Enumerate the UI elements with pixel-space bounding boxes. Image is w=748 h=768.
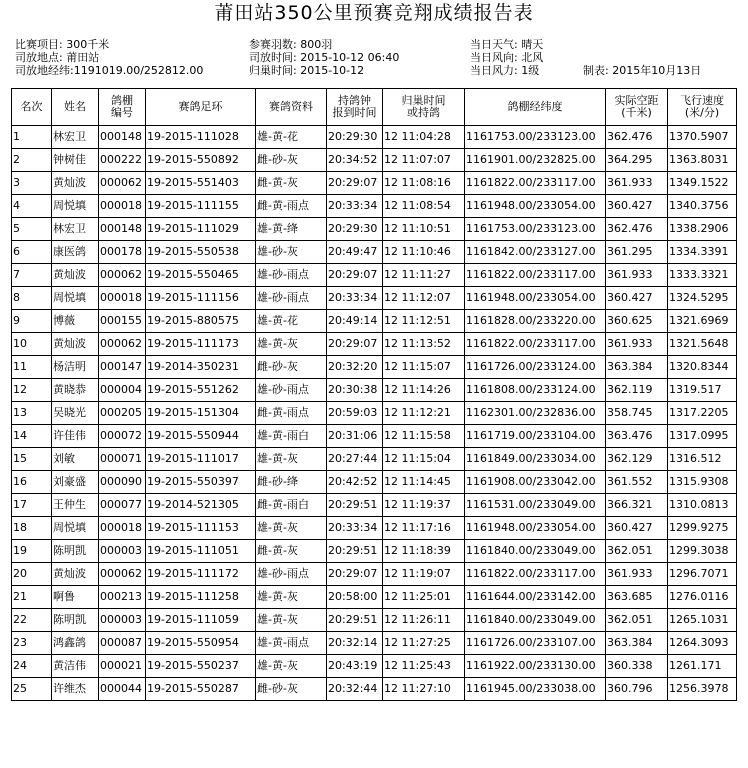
- ring-cell: 19-2014-350231: [146, 356, 256, 379]
- table-row: [12, 448, 737, 471]
- rank-cell: 18: [12, 517, 52, 540]
- pigeon-info-cell: 雄-黄-绛: [256, 218, 327, 241]
- pigeon-info-cell: 雌-黄-灰: [256, 540, 327, 563]
- arrival-time-cell: 12 11:27:10: [383, 678, 465, 701]
- arrival-time-cell: 12 11:15:04: [383, 448, 465, 471]
- loft-coord-cell: 1161644.00/233142.00: [465, 586, 606, 609]
- arrival-time-cell: 12 11:18:39: [383, 540, 465, 563]
- loft-coord-cell: 1161753.00/233123.00: [465, 218, 606, 241]
- distance-cell: 362.119: [606, 379, 668, 402]
- name-cell: 黄灿波: [52, 172, 99, 195]
- distance-cell: 361.933: [606, 172, 668, 195]
- name-cell: 杨洁明: [52, 356, 99, 379]
- distance-cell: 361.933: [606, 563, 668, 586]
- info-count: 参赛羽数: 800羽: [249, 38, 333, 51]
- info-return-time: 归巢时间: 2015-10-12: [249, 64, 365, 77]
- loft-coord-cell: 1161828.00/233220.00: [465, 310, 606, 333]
- rank-cell: 13: [12, 402, 52, 425]
- distance-cell: 361.933: [606, 333, 668, 356]
- ring-cell: 19-2015-111029: [146, 218, 256, 241]
- distance-cell: 364.295: [606, 149, 668, 172]
- info-release-place: 司放地点: 莆田站: [15, 51, 100, 64]
- header-loft-id: 鸽棚 编号: [99, 89, 146, 126]
- clock-time-cell: 20:32:44: [327, 678, 383, 701]
- arrival-time-cell: 12 11:13:52: [383, 333, 465, 356]
- distance-cell: 360.796: [606, 678, 668, 701]
- loft-coord-cell: 1161840.00/233049.00: [465, 609, 606, 632]
- rank-cell: 9: [12, 310, 52, 333]
- ring-cell: 19-2015-111051: [146, 540, 256, 563]
- speed-cell: 1349.1522: [668, 172, 737, 195]
- arrival-time-cell: 12 11:17:16: [383, 517, 465, 540]
- table-row: [12, 471, 737, 494]
- pigeon-info-cell: 雌-砂-灰: [256, 356, 327, 379]
- loft-id-cell: 000071: [99, 448, 146, 471]
- rank-cell: 23: [12, 632, 52, 655]
- speed-cell: 1370.5907: [668, 126, 737, 149]
- loft-id-cell: 000155: [99, 310, 146, 333]
- loft-id-cell: 000062: [99, 563, 146, 586]
- table-row: [12, 402, 737, 425]
- clock-time-cell: 20:30:38: [327, 379, 383, 402]
- distance-cell: 360.427: [606, 195, 668, 218]
- loft-id-cell: 000018: [99, 287, 146, 310]
- pigeon-info-cell: 雄-黄-灰: [256, 517, 327, 540]
- loft-id-cell: 000148: [99, 218, 146, 241]
- table-header-row: [12, 89, 737, 126]
- rank-cell: 12: [12, 379, 52, 402]
- ring-cell: 19-2015-111028: [146, 126, 256, 149]
- ring-cell: 19-2015-550538: [146, 241, 256, 264]
- loft-coord-cell: 1161808.00/233124.00: [465, 379, 606, 402]
- table-row: [12, 149, 737, 172]
- pigeon-info-cell: 雄-砂-雨点: [256, 264, 327, 287]
- speed-cell: 1315.9308: [668, 471, 737, 494]
- loft-coord-cell: 1161945.00/233038.00: [465, 678, 606, 701]
- info-weather: 当日天气: 晴天: [470, 38, 544, 51]
- table-row: [12, 425, 737, 448]
- ring-cell: 19-2015-550892: [146, 149, 256, 172]
- speed-cell: 1299.9275: [668, 517, 737, 540]
- arrival-time-cell: 12 11:12:51: [383, 310, 465, 333]
- loft-coord-cell: 1161726.00/233124.00: [465, 356, 606, 379]
- name-cell: 博薇: [52, 310, 99, 333]
- loft-id-cell: 000072: [99, 425, 146, 448]
- speed-cell: 1321.5648: [668, 333, 737, 356]
- table-row: [12, 333, 737, 356]
- ring-cell: 19-2015-550954: [146, 632, 256, 655]
- name-cell: 林宏卫: [52, 218, 99, 241]
- speed-cell: 1265.1031: [668, 609, 737, 632]
- speed-cell: 1317.2205: [668, 402, 737, 425]
- arrival-time-cell: 12 11:10:51: [383, 218, 465, 241]
- loft-coord-cell: 1161849.00/233034.00: [465, 448, 606, 471]
- table-row: [12, 540, 737, 563]
- speed-cell: 1319.517: [668, 379, 737, 402]
- loft-coord-cell: 1161901.00/232825.00: [465, 149, 606, 172]
- pigeon-info-cell: 雌-黄-雨白: [256, 494, 327, 517]
- table-row: [12, 517, 737, 540]
- speed-cell: 1340.3756: [668, 195, 737, 218]
- pigeon-info-cell: 雄-砂-雨点: [256, 287, 327, 310]
- pigeon-info-cell: 雄-黄-灰: [256, 609, 327, 632]
- loft-coord-cell: 1161948.00/233054.00: [465, 195, 606, 218]
- pigeon-info-cell: 雌-砂-灰: [256, 149, 327, 172]
- name-cell: 康医鸽: [52, 241, 99, 264]
- arrival-time-cell: 12 11:08:54: [383, 195, 465, 218]
- loft-id-cell: 000062: [99, 172, 146, 195]
- name-cell: 许维杰: [52, 678, 99, 701]
- speed-cell: 1276.0116: [668, 586, 737, 609]
- speed-cell: 1264.3093: [668, 632, 737, 655]
- name-cell: 黄灿波: [52, 563, 99, 586]
- arrival-time-cell: 12 11:14:26: [383, 379, 465, 402]
- loft-coord-cell: 1161908.00/233042.00: [465, 471, 606, 494]
- rank-cell: 17: [12, 494, 52, 517]
- arrival-time-cell: 12 11:15:07: [383, 356, 465, 379]
- distance-cell: 362.051: [606, 540, 668, 563]
- arrival-time-cell: 12 11:07:07: [383, 149, 465, 172]
- speed-cell: 1261.171: [668, 655, 737, 678]
- pigeon-info-cell: 雄-砂-灰: [256, 241, 327, 264]
- clock-time-cell: 20:59:03: [327, 402, 383, 425]
- loft-coord-cell: 1161822.00/233117.00: [465, 563, 606, 586]
- header-ring: 赛鸽足环: [146, 89, 256, 126]
- rank-cell: 11: [12, 356, 52, 379]
- speed-cell: 1334.3391: [668, 241, 737, 264]
- loft-id-cell: 000003: [99, 540, 146, 563]
- pigeon-info-cell: 雄-黄-花: [256, 126, 327, 149]
- distance-cell: 366.321: [606, 494, 668, 517]
- info-release-time: 司放时间: 2015-10-12 06:40: [249, 51, 400, 64]
- speed-cell: 1324.5295: [668, 287, 737, 310]
- clock-time-cell: 20:27:44: [327, 448, 383, 471]
- info-wind-direction: 当日风向: 北风: [470, 51, 544, 64]
- pigeon-info-cell: 雌-砂-绛: [256, 471, 327, 494]
- ring-cell: 19-2015-111258: [146, 586, 256, 609]
- ring-cell: 19-2015-550237: [146, 655, 256, 678]
- header-pigeon-info: 赛鸽资料: [256, 89, 327, 126]
- name-cell: 黄晓恭: [52, 379, 99, 402]
- distance-cell: 360.427: [606, 287, 668, 310]
- clock-time-cell: 20:29:07: [327, 264, 383, 287]
- loft-id-cell: 000222: [99, 149, 146, 172]
- loft-id-cell: 000090: [99, 471, 146, 494]
- rank-cell: 2: [12, 149, 52, 172]
- header-rank: 名次: [12, 89, 52, 126]
- distance-cell: 360.625: [606, 310, 668, 333]
- report-title: 莆田站350公里预赛竞翔成绩报告表: [214, 2, 534, 24]
- loft-id-cell: 000147: [99, 356, 146, 379]
- pigeon-info-cell: 雄-黄-灰: [256, 655, 327, 678]
- arrival-time-cell: 12 11:11:27: [383, 264, 465, 287]
- rank-cell: 24: [12, 655, 52, 678]
- rank-cell: 19: [12, 540, 52, 563]
- loft-coord-cell: 1161922.00/233130.00: [465, 655, 606, 678]
- name-cell: 周悦填: [52, 287, 99, 310]
- name-cell: 周悦填: [52, 517, 99, 540]
- loft-id-cell: 000148: [99, 126, 146, 149]
- loft-id-cell: 000087: [99, 632, 146, 655]
- clock-time-cell: 20:33:34: [327, 195, 383, 218]
- name-cell: 黄洁伟: [52, 655, 99, 678]
- loft-id-cell: 000178: [99, 241, 146, 264]
- table-row: [12, 632, 737, 655]
- info-release-coord: 司放地经纬:1191019.00/252812.00: [15, 64, 204, 77]
- pigeon-info-cell: 雄-黄-灰: [256, 333, 327, 356]
- pigeon-info-cell: 雄-黄-雨点: [256, 632, 327, 655]
- header-distance: 实际空距 (千米): [606, 89, 668, 126]
- distance-cell: 358.745: [606, 402, 668, 425]
- rank-cell: 20: [12, 563, 52, 586]
- ring-cell: 19-2015-880575: [146, 310, 256, 333]
- distance-cell: 363.476: [606, 425, 668, 448]
- ring-cell: 19-2015-550397: [146, 471, 256, 494]
- distance-cell: 361.933: [606, 264, 668, 287]
- pigeon-info-cell: 雌-黄-雨点: [256, 402, 327, 425]
- distance-cell: 362.129: [606, 448, 668, 471]
- ring-cell: 19-2014-521305: [146, 494, 256, 517]
- header-clock-time: 持鸽钟 报到时间: [327, 89, 383, 126]
- header-speed: 飞行速度 (米/分): [668, 89, 737, 126]
- pigeon-info-cell: 雌-黄-雨点: [256, 195, 327, 218]
- name-cell: 啊鲁: [52, 586, 99, 609]
- clock-time-cell: 20:49:14: [327, 310, 383, 333]
- header-loft-coord: 鸽棚经纬度: [465, 89, 606, 126]
- rank-cell: 8: [12, 287, 52, 310]
- rank-cell: 1: [12, 126, 52, 149]
- rank-cell: 21: [12, 586, 52, 609]
- distance-cell: 360.427: [606, 517, 668, 540]
- arrival-time-cell: 12 11:08:16: [383, 172, 465, 195]
- loft-id-cell: 000021: [99, 655, 146, 678]
- loft-id-cell: 000213: [99, 586, 146, 609]
- loft-id-cell: 000004: [99, 379, 146, 402]
- clock-time-cell: 20:58:00: [327, 586, 383, 609]
- speed-cell: 1338.2906: [668, 218, 737, 241]
- loft-id-cell: 000018: [99, 517, 146, 540]
- name-cell: 林宏卫: [52, 126, 99, 149]
- pigeon-info-cell: 雌-砂-灰: [256, 678, 327, 701]
- rank-cell: 4: [12, 195, 52, 218]
- speed-cell: 1296.7071: [668, 563, 737, 586]
- pigeon-info-cell: 雄-黄-灰: [256, 448, 327, 471]
- name-cell: 王仲生: [52, 494, 99, 517]
- ring-cell: 19-2015-111156: [146, 287, 256, 310]
- distance-cell: 362.051: [606, 609, 668, 632]
- name-cell: 陈明凯: [52, 609, 99, 632]
- clock-time-cell: 20:32:14: [327, 632, 383, 655]
- ring-cell: 19-2015-550465: [146, 264, 256, 287]
- arrival-time-cell: 12 11:26:11: [383, 609, 465, 632]
- table-row: [12, 172, 737, 195]
- arrival-time-cell: 12 11:15:58: [383, 425, 465, 448]
- distance-cell: 363.384: [606, 632, 668, 655]
- speed-cell: 1321.6969: [668, 310, 737, 333]
- info-distance: 比赛项目: 300千米: [15, 38, 110, 51]
- loft-coord-cell: 1162301.00/232836.00: [465, 402, 606, 425]
- name-cell: 黄灿波: [52, 264, 99, 287]
- clock-time-cell: 20:49:47: [327, 241, 383, 264]
- table-row: [12, 356, 737, 379]
- rank-cell: 6: [12, 241, 52, 264]
- table-row: [12, 379, 737, 402]
- clock-time-cell: 20:29:30: [327, 218, 383, 241]
- ring-cell: 19-2015-111017: [146, 448, 256, 471]
- table-row: [12, 678, 737, 701]
- table-row: [12, 264, 737, 287]
- distance-cell: 363.384: [606, 356, 668, 379]
- distance-cell: 361.552: [606, 471, 668, 494]
- arrival-time-cell: 12 11:04:28: [383, 126, 465, 149]
- ring-cell: 19-2015-151304: [146, 402, 256, 425]
- info-made-date: 制表: 2015年10月13日: [583, 64, 702, 77]
- distance-cell: 360.338: [606, 655, 668, 678]
- table-row: [12, 310, 737, 333]
- loft-coord-cell: 1161840.00/233049.00: [465, 540, 606, 563]
- rank-cell: 15: [12, 448, 52, 471]
- loft-id-cell: 000205: [99, 402, 146, 425]
- loft-id-cell: 000018: [99, 195, 146, 218]
- clock-time-cell: 20:29:51: [327, 540, 383, 563]
- pigeon-info-cell: 雄-砂-雨点: [256, 379, 327, 402]
- table-row: [12, 563, 737, 586]
- loft-coord-cell: 1161719.00/233104.00: [465, 425, 606, 448]
- pigeon-info-cell: 雄-黄-花: [256, 310, 327, 333]
- clock-time-cell: 20:43:19: [327, 655, 383, 678]
- table-row: [12, 126, 737, 149]
- ring-cell: 19-2015-111172: [146, 563, 256, 586]
- ring-cell: 19-2015-111173: [146, 333, 256, 356]
- arrival-time-cell: 12 11:19:07: [383, 563, 465, 586]
- clock-time-cell: 20:32:20: [327, 356, 383, 379]
- clock-time-cell: 20:33:34: [327, 287, 383, 310]
- table-row: [12, 195, 737, 218]
- clock-time-cell: 20:29:07: [327, 563, 383, 586]
- arrival-time-cell: 12 11:10:46: [383, 241, 465, 264]
- loft-coord-cell: 1161726.00/233107.00: [465, 632, 606, 655]
- loft-coord-cell: 1161822.00/233117.00: [465, 172, 606, 195]
- ring-cell: 19-2015-111155: [146, 195, 256, 218]
- header-arrival-time: 归巢时间 或持鸽: [383, 89, 465, 126]
- clock-time-cell: 20:29:51: [327, 609, 383, 632]
- speed-cell: 1320.8344: [668, 356, 737, 379]
- name-cell: 刘敏: [52, 448, 99, 471]
- rank-cell: 22: [12, 609, 52, 632]
- speed-cell: 1316.512: [668, 448, 737, 471]
- table-row: [12, 287, 737, 310]
- loft-coord-cell: 1161822.00/233117.00: [465, 264, 606, 287]
- rank-cell: 10: [12, 333, 52, 356]
- table-row: [12, 655, 737, 678]
- loft-id-cell: 000003: [99, 609, 146, 632]
- rank-cell: 25: [12, 678, 52, 701]
- speed-cell: 1299.3038: [668, 540, 737, 563]
- speed-cell: 1317.0995: [668, 425, 737, 448]
- loft-id-cell: 000044: [99, 678, 146, 701]
- ring-cell: 19-2015-111059: [146, 609, 256, 632]
- pigeon-info-cell: 雄-黄-雨白: [256, 425, 327, 448]
- rank-cell: 16: [12, 471, 52, 494]
- name-cell: 刘豪盛: [52, 471, 99, 494]
- table-row: [12, 218, 737, 241]
- loft-coord-cell: 1161531.00/233049.00: [465, 494, 606, 517]
- loft-coord-cell: 1161753.00/233123.00: [465, 126, 606, 149]
- ring-cell: 19-2015-551403: [146, 172, 256, 195]
- arrival-time-cell: 12 11:19:37: [383, 494, 465, 517]
- rank-cell: 14: [12, 425, 52, 448]
- table-row: [12, 494, 737, 517]
- loft-id-cell: 000062: [99, 264, 146, 287]
- rank-cell: 5: [12, 218, 52, 241]
- pigeon-info-cell: 雄-黄-灰: [256, 586, 327, 609]
- table-row: [12, 586, 737, 609]
- clock-time-cell: 20:31:06: [327, 425, 383, 448]
- loft-coord-cell: 1161948.00/233054.00: [465, 287, 606, 310]
- loft-coord-cell: 1161822.00/233117.00: [465, 333, 606, 356]
- distance-cell: 363.685: [606, 586, 668, 609]
- distance-cell: 361.295: [606, 241, 668, 264]
- clock-time-cell: 20:29:30: [327, 126, 383, 149]
- arrival-time-cell: 12 11:12:07: [383, 287, 465, 310]
- arrival-time-cell: 12 11:25:43: [383, 655, 465, 678]
- clock-time-cell: 20:29:07: [327, 333, 383, 356]
- clock-time-cell: 20:34:52: [327, 149, 383, 172]
- loft-coord-cell: 1161948.00/233054.00: [465, 517, 606, 540]
- loft-id-cell: 000062: [99, 333, 146, 356]
- table-row: [12, 609, 737, 632]
- speed-cell: 1333.3321: [668, 264, 737, 287]
- ring-cell: 19-2015-551262: [146, 379, 256, 402]
- ring-cell: 19-2015-550287: [146, 678, 256, 701]
- loft-id-cell: 000077: [99, 494, 146, 517]
- name-cell: 钟树佳: [52, 149, 99, 172]
- speed-cell: 1256.3978: [668, 678, 737, 701]
- loft-coord-cell: 1161842.00/233127.00: [465, 241, 606, 264]
- speed-cell: 1310.0813: [668, 494, 737, 517]
- name-cell: 黄灿波: [52, 333, 99, 356]
- distance-cell: 362.476: [606, 126, 668, 149]
- rank-cell: 3: [12, 172, 52, 195]
- arrival-time-cell: 12 11:12:21: [383, 402, 465, 425]
- name-cell: 周悦填: [52, 195, 99, 218]
- pigeon-info-cell: 雄-砂-雨点: [256, 563, 327, 586]
- pigeon-info-cell: 雌-黄-灰: [256, 172, 327, 195]
- rank-cell: 7: [12, 264, 52, 287]
- name-cell: 吴晓光: [52, 402, 99, 425]
- results-table: [11, 88, 737, 701]
- clock-time-cell: 20:29:51: [327, 494, 383, 517]
- name-cell: 陈明凯: [52, 540, 99, 563]
- clock-time-cell: 20:29:07: [327, 172, 383, 195]
- name-cell: 许佳伟: [52, 425, 99, 448]
- arrival-time-cell: 12 11:27:25: [383, 632, 465, 655]
- distance-cell: 362.476: [606, 218, 668, 241]
- ring-cell: 19-2015-550944: [146, 425, 256, 448]
- name-cell: 鸿鑫鸽: [52, 632, 99, 655]
- header-name: 姓名: [52, 89, 99, 126]
- arrival-time-cell: 12 11:14:45: [383, 471, 465, 494]
- clock-time-cell: 20:33:34: [327, 517, 383, 540]
- ring-cell: 19-2015-111153: [146, 517, 256, 540]
- speed-cell: 1363.8031: [668, 149, 737, 172]
- table-row: [12, 241, 737, 264]
- info-wind-force: 当日风力: 1级: [470, 64, 540, 77]
- clock-time-cell: 20:42:52: [327, 471, 383, 494]
- arrival-time-cell: 12 11:25:01: [383, 586, 465, 609]
